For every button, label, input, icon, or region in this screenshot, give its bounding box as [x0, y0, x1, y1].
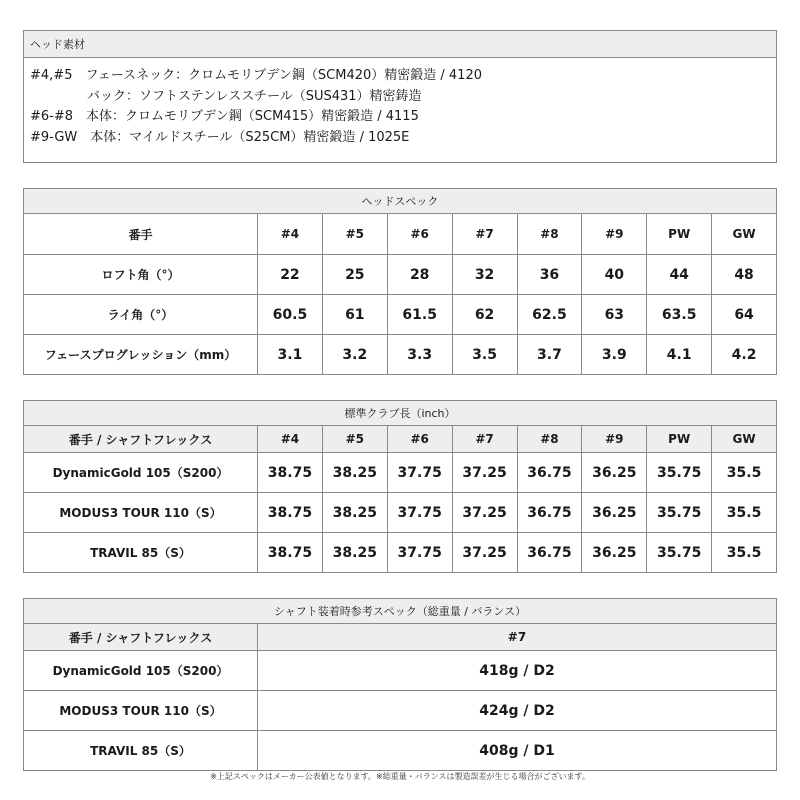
table-cell: 36.75: [517, 493, 582, 533]
table-cell: 64: [712, 295, 777, 335]
column-header: PW: [647, 426, 712, 453]
table-cell: 28: [387, 255, 452, 295]
table-header-row: [24, 214, 777, 255]
column-header: #5: [322, 426, 387, 453]
table-cell: 37.75: [387, 453, 452, 493]
table-cell: 48: [712, 255, 777, 295]
table-row: [24, 295, 777, 335]
table-cell: 4.2: [712, 335, 777, 375]
column-header: #5: [322, 214, 387, 255]
table-header-row: [24, 624, 777, 651]
table-cell: 62.5: [517, 295, 582, 335]
column-header: #7: [452, 426, 517, 453]
row-label: MODUS3 TOUR 110（S）: [24, 691, 258, 731]
table-cell: 408g / D1: [258, 731, 777, 771]
table-cell: 38.25: [322, 533, 387, 573]
table-cell: 60.5: [258, 295, 323, 335]
table-cell: 38.75: [258, 453, 323, 493]
head-material-panel: [23, 30, 777, 163]
row-label: ライ角（°）: [24, 295, 258, 335]
column-header: GW: [712, 214, 777, 255]
column-header: #9: [582, 426, 647, 453]
table-cell: 35.75: [647, 533, 712, 573]
table-cell: 37.25: [452, 493, 517, 533]
table-cell: 61.5: [387, 295, 452, 335]
column-header: #7: [258, 624, 777, 651]
table-cell: 36: [517, 255, 582, 295]
table-cell: 35.75: [647, 493, 712, 533]
table-cell: 36.25: [582, 493, 647, 533]
table-cell: 3.2: [322, 335, 387, 375]
material-line-1: #4,#5 フェースネック：クロムモリブデン鋼（SCM420）精密鍛造 / 4120: [30, 68, 482, 83]
row-label: ロフト角（°）: [24, 255, 258, 295]
table-row: [24, 493, 777, 533]
table-cell: 3.7: [517, 335, 582, 375]
table-cell: 36.25: [582, 453, 647, 493]
table-row: [24, 731, 777, 771]
table-cell: 62: [452, 295, 517, 335]
row-label: TRAVIL 85（S）: [24, 533, 258, 573]
head-spec-title: ヘッドスペック: [24, 189, 777, 214]
column-header: #6: [387, 426, 452, 453]
material-line-3: #6-#8 本体：クロムモリブデン鋼（SCM415）精密鍛造 / 4115: [30, 109, 419, 124]
table-row: [24, 335, 777, 375]
material-line-2: バック：ソフトステンレススチール（SUS431）精密鋳造: [87, 88, 422, 104]
table-cell: 418g / D2: [258, 651, 777, 691]
table-cell: 4.1: [647, 335, 712, 375]
table-cell: 25: [322, 255, 387, 295]
row-label: DynamicGold 105（S200）: [24, 651, 258, 691]
table-cell: 36.25: [582, 533, 647, 573]
header-label: 番手: [24, 214, 258, 255]
table-cell: 36.75: [517, 453, 582, 493]
club-length-title: 標準クラブ長（inch）: [24, 401, 777, 426]
table-cell: 38.75: [258, 493, 323, 533]
header-label: 番手 / シャフトフレックス: [24, 624, 258, 651]
table-cell: 35.5: [712, 533, 777, 573]
table-cell: 3.5: [452, 335, 517, 375]
table-cell: 63.5: [647, 295, 712, 335]
row-label: フェースプログレッション（mm）: [24, 335, 258, 375]
table-cell: 37.75: [387, 533, 452, 573]
table-row: [24, 453, 777, 493]
column-header: GW: [712, 426, 777, 453]
table-cell: 63: [582, 295, 647, 335]
head-spec-table: [23, 188, 777, 375]
table-cell: 22: [258, 255, 323, 295]
footnote: ※上記スペックはメーカー公表値となります。※総重量・バランスは製造誤差が生じる場合がございます。: [210, 772, 590, 781]
table-cell: 44: [647, 255, 712, 295]
table-cell: 38.25: [322, 453, 387, 493]
column-header: #7: [452, 214, 517, 255]
table-row: [24, 255, 777, 295]
table-cell: 37.75: [387, 493, 452, 533]
table-cell: 38.75: [258, 533, 323, 573]
row-label: DynamicGold 105（S200）: [24, 453, 258, 493]
table-cell: 424g / D2: [258, 691, 777, 731]
column-header: #4: [258, 426, 323, 453]
column-header: #9: [582, 214, 647, 255]
table-cell: 3.9: [582, 335, 647, 375]
table-cell: 37.25: [452, 533, 517, 573]
table-cell: 3.1: [258, 335, 323, 375]
table-row: [24, 691, 777, 731]
material-line-4: #9-GW 本体：マイルドスチール（S25CM）精密鍛造 / 1025E: [30, 129, 410, 145]
header-label: 番手 / シャフトフレックス: [24, 426, 258, 453]
head-material-title: ヘッド素材: [24, 31, 776, 58]
row-label: TRAVIL 85（S）: [24, 731, 258, 771]
column-header: #6: [387, 214, 452, 255]
table-cell: 38.25: [322, 493, 387, 533]
table-cell: 32: [452, 255, 517, 295]
table-cell: 40: [582, 255, 647, 295]
table-cell: 37.25: [452, 453, 517, 493]
shaft-reference-table: [23, 598, 777, 771]
column-header: #4: [258, 214, 323, 255]
row-label: MODUS3 TOUR 110（S）: [24, 493, 258, 533]
table-cell: 61: [322, 295, 387, 335]
table-row: [24, 533, 777, 573]
head-material-body: [24, 58, 776, 148]
table-cell: 35.5: [712, 453, 777, 493]
column-header: #8: [517, 426, 582, 453]
table-header-row: [24, 426, 777, 453]
table-row: [24, 651, 777, 691]
table-cell: 3.3: [387, 335, 452, 375]
club-length-table: [23, 400, 777, 573]
column-header: PW: [647, 214, 712, 255]
table-cell: 35.5: [712, 493, 777, 533]
table-cell: 36.75: [517, 533, 582, 573]
column-header: #8: [517, 214, 582, 255]
shaft-reference-title: シャフト装着時参考スペック（総重量 / バランス）: [24, 599, 777, 624]
table-cell: 35.75: [647, 453, 712, 493]
